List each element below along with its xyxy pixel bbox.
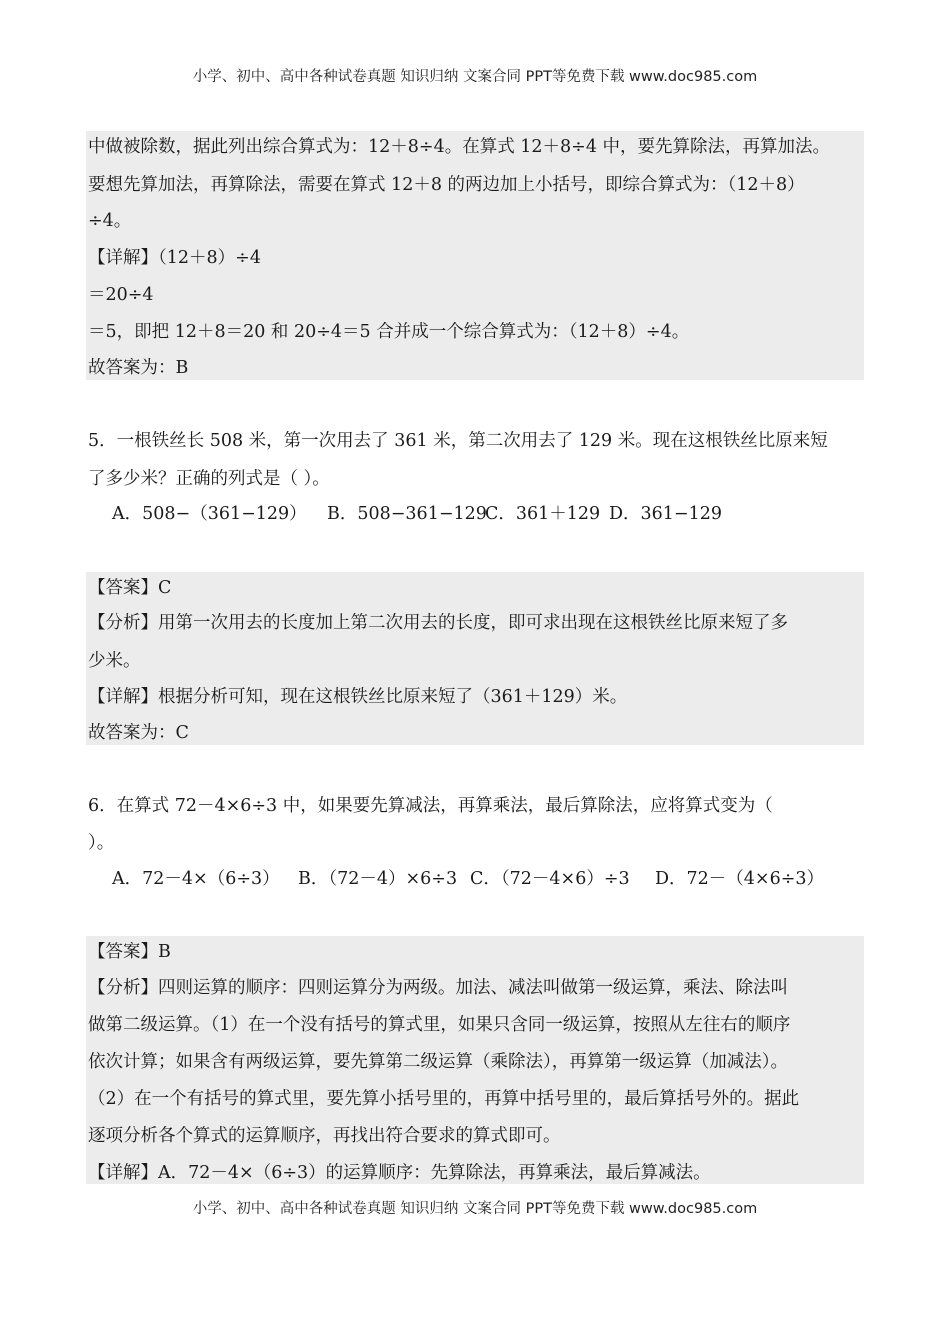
q6-option-c: C．（72－4×6）÷3 <box>470 869 630 889</box>
q5-option-a: A．508−（361−129） <box>112 504 307 524</box>
q4-detail-line: 【详解】（12＋8）÷4 <box>88 248 261 268</box>
page-footer: 小学、初中、高中各种试卷真题 知识归纳 文案合同 PPT等免费下载 www.doc985.com <box>192 1201 758 1217</box>
q5-stem-line: 5．一根铁丝长 508 米，第一次用去了 361 米，第二次用去了 129 米。现在这根铁丝比原来短 <box>88 431 828 451</box>
q6-option-b: B．（72－4）×6÷3 <box>298 869 458 889</box>
q4-text-line: ÷4。 <box>88 211 132 231</box>
q5-conclusion: 故答案为：C <box>88 723 189 743</box>
q6-analysis-line: 做第二级运算。（1）在一个没有括号的算式里，如果只含同一级运算，按照从左往右的顺序 <box>88 1015 791 1035</box>
q6-option-a: A．72－4×（6÷3） <box>112 869 280 889</box>
q6-stem-line: 6．在算式 72－4×6÷3 中，如果要先算减法，再算乘法，最后算除法，应将算式变为（ <box>88 796 773 816</box>
q5-option-d: D．361−129 <box>609 504 722 524</box>
q6-analysis-line: （2）在一个有括号的算式里，要先算小括号里的，再算中括号里的，最后算括号外的。据此 <box>88 1089 800 1109</box>
q5-detail: 【详解】根据分析可知，现在这根铁丝比原来短了（361＋129）米。 <box>88 687 628 707</box>
q6-answer: 【答案】B <box>88 942 171 962</box>
q5-stem-line: 了多少米？正确的列式是（ ）。 <box>88 469 330 489</box>
q5-solution-block <box>86 572 864 745</box>
q6-option-d: D．72－（4×6÷3） <box>655 869 825 889</box>
q4-detail-line: ＝5，即把 12＋8＝20 和 20÷4＝5 合并成一个综合算式为：（12＋8）÷4。 <box>88 322 690 342</box>
q5-analysis-line: 少米。 <box>88 651 141 671</box>
q5-option-b: B．508−361−129 <box>327 504 487 524</box>
q6-stem-line: ）。 <box>88 833 115 853</box>
q6-analysis-line: 逐项分析各个算式的运算顺序，再找出符合要求的算式即可。 <box>88 1126 561 1146</box>
q6-analysis-line: 【分析】四则运算的顺序：四则运算分为两级。加法、减法叫做第一级运算，乘法、除法叫 <box>88 978 788 998</box>
q5-answer: 【答案】C <box>88 578 172 598</box>
q5-analysis-line: 【分析】用第一次用去的长度加上第二次用去的长度，即可求出现在这根铁丝比原来短了多 <box>88 613 788 633</box>
q4-conclusion: 故答案为：B <box>88 358 189 378</box>
q4-text-line: 要想先算加法，再算除法，需要在算式 12＋8 的两边加上小括号，即综合算式为：（12＋8） <box>88 175 805 195</box>
q4-text-line: 中做被除数，据此列出综合算式为：12＋8÷4。在算式 12＋8÷4 中，要先算除法，再算加法。 <box>88 137 831 157</box>
page-header: 小学、初中、高中各种试卷真题 知识归纳 文案合同 PPT等免费下载 www.doc985.com <box>192 69 758 85</box>
q5-option-c: C．361＋129 <box>485 504 601 524</box>
q6-detail-line: 【详解】A．72－4×（6÷3）的运算顺序：先算除法，再算乘法，最后算减法。 <box>88 1163 711 1183</box>
q6-analysis-line: 依次计算；如果含有两级运算，要先算第二级运算（乘除法），再算第一级运算（加减法）。 <box>88 1052 788 1072</box>
q4-detail-line: ＝20÷4 <box>88 285 154 305</box>
